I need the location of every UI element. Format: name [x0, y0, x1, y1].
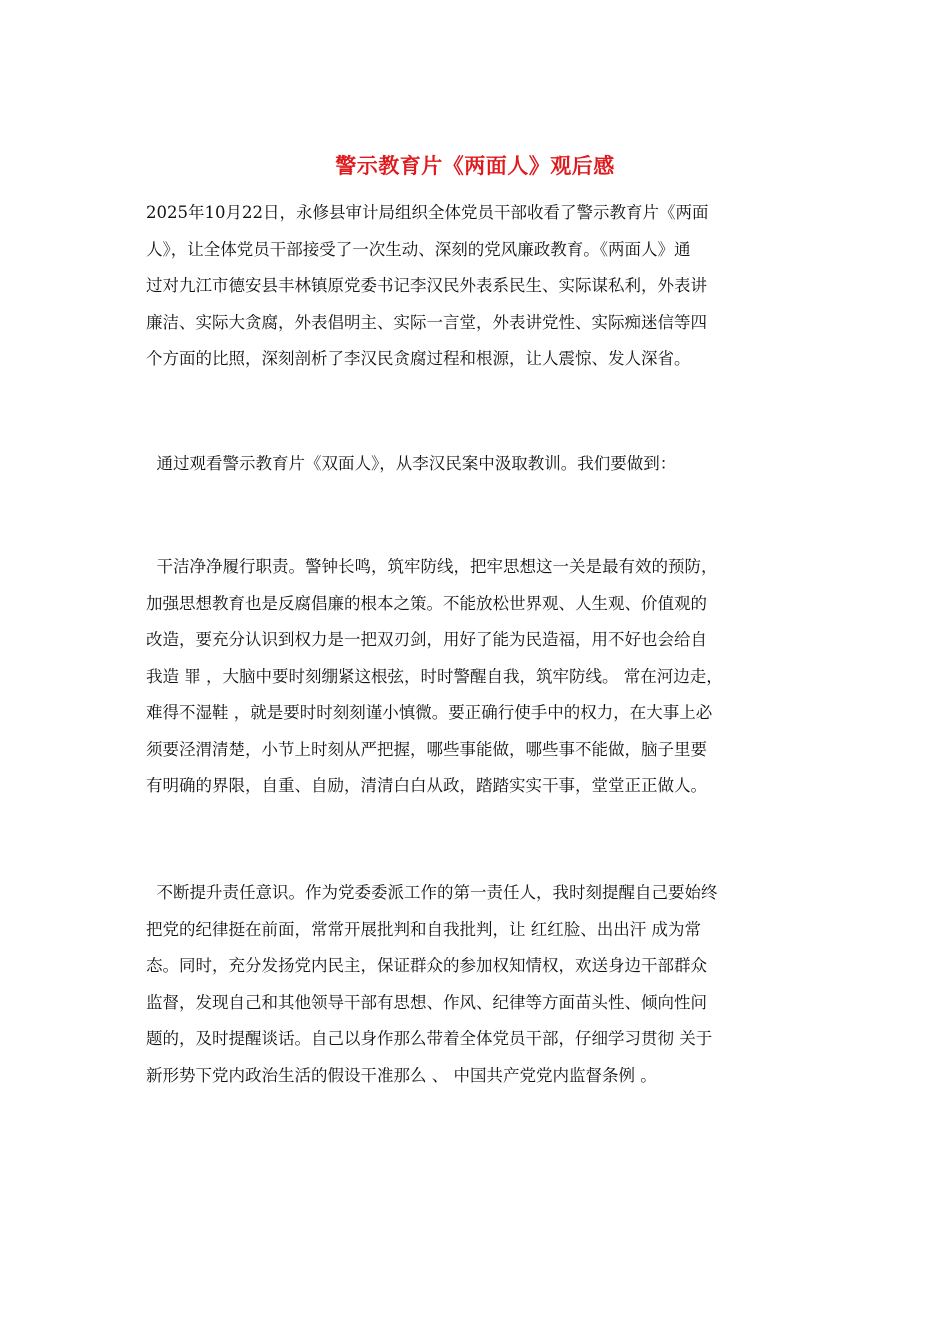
- paragraph-intro: [146, 195, 836, 378]
- paragraph-line: 新形势下党内政治生活的假设干准那么 、 中国共产党党内监督条例 。: [146, 1065, 657, 1085]
- paragraph-line: 态。同时，充分发扬党内民主，保证群众的参加权知情权，欢送身边干部群众: [146, 956, 707, 975]
- paragraph-line: 加强思想教育也是反腐倡廉的根本之策。不能放松世界观、人生观、价值观的: [146, 593, 707, 613]
- paragraph-line: 难得不湿鞋 ，就是要时时刻刻谨小慎微。要正确行使手中的权力，在大事上必: [146, 703, 713, 722]
- paragraph-line: 监督，发现自己和其他领导干部有思想、作风、纪律等方面苗头性、倾向性问: [146, 992, 707, 1012]
- paragraph-duty: [146, 549, 836, 805]
- document-title: 警示教育片《两面人》观后感: [335, 153, 615, 178]
- paragraph-line: 廉洁、实际大贪腐，外表倡明主、实际一言堂，外表讲党性、实际痴迷信等四: [146, 312, 707, 332]
- paragraph-line: 改造，要充分认识到权力是一把双刃剑，用好了能为民造福，用不好也会给自: [146, 630, 707, 649]
- paragraph-line: 通过观看警示教育片《双面人》，从李汉民案中汲取教训。我们要做到：: [146, 454, 677, 473]
- paragraph-line: 须要泾渭清楚，小节上时刻从严把握，哪些事能做，哪些事不能做，脑子里要: [146, 739, 707, 759]
- paragraph-line: 个方面的比照，深刻剖析了李汉民贪腐过程和根源，让人震惊、发人深省。: [146, 349, 691, 368]
- paragraph-lessons: [146, 446, 836, 483]
- paragraph-responsibility: [146, 875, 836, 1094]
- paragraph-line: 干洁净净履行职责。警钟长鸣，筑牢防线，把牢思想这一关是最有效的预防，: [146, 557, 718, 576]
- paragraph-line: 我造 罪 ，大脑中要时刻绷紧这根弦，时时警醒自我，筑牢防线。 常在河边走，: [146, 666, 723, 686]
- paragraph-line: 人》，让全体党员干部接受了一次生动、深刻的党风廉政教育。《两面人》通: [146, 239, 691, 259]
- paragraph-line: 把党的纪律挺在前面，常常开展批判和自我批判，让 红红脸、出出汗 成为常: [146, 919, 701, 939]
- paragraph-line: 有明确的界限，自重、自励，清清白白从政，踏踏实实干事，堂堂正正做人。: [146, 776, 707, 795]
- paragraph-line: 题的，及时提醒谈话。自己以身作那么带着全体党员干部，仔细学习贯彻 关于: [146, 1029, 713, 1048]
- paragraph-line: 2025年10月22日，永修县审计局组织全体党员干部收看了警示教育片《两面: [146, 203, 709, 222]
- paragraph-line: 不断提升责任意识。作为党委委派工作的第一责任人，我时刻提醒自己要始终: [146, 883, 718, 902]
- paragraph-line: 过对九江市德安县丰林镇原党委书记李汉民外表系民生、实际谋私利，外表讲: [146, 276, 707, 295]
